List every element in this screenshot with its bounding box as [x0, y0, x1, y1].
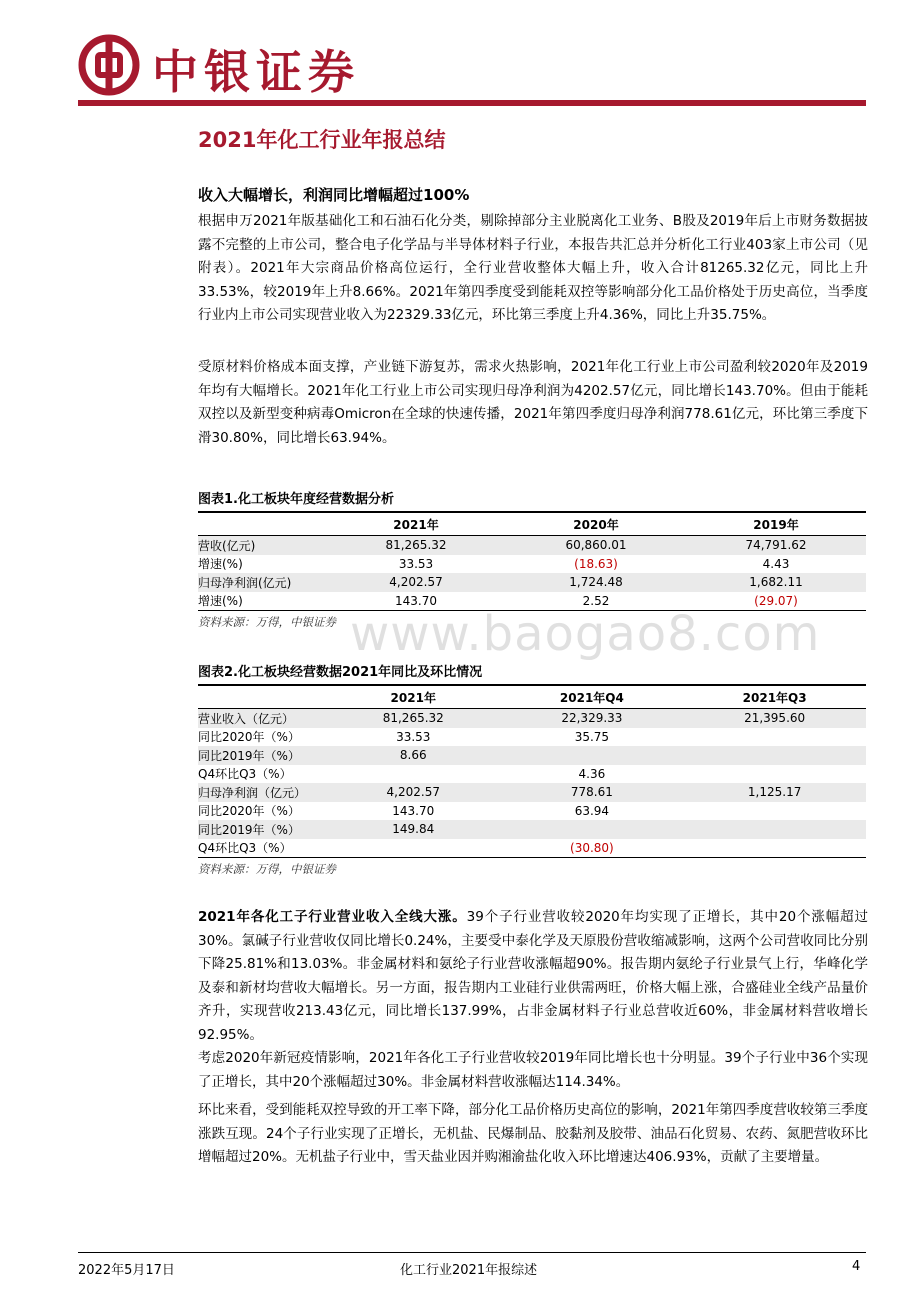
- table-cell: 4,202.57: [326, 573, 506, 592]
- page-header: [78, 30, 866, 106]
- table1-annual-operating-data: [198, 511, 866, 611]
- row-label: 营业收入（亿元）: [198, 709, 326, 728]
- table-cell: [683, 728, 866, 747]
- table-row: [198, 839, 866, 858]
- bank-of-china-logo-icon: [78, 34, 140, 96]
- table-cell: (30.80): [501, 839, 684, 858]
- table-row: [198, 783, 866, 802]
- table1-source: 资料来源：万得，中银证券: [198, 615, 336, 629]
- table-cell: 143.70: [326, 592, 506, 611]
- table1-title: 图表1.化工板块年度经营数据分析: [198, 492, 394, 507]
- table-cell: 35.75: [574, 729, 610, 744]
- table-row: [198, 555, 866, 574]
- table-cell: [683, 839, 866, 858]
- paragraph-qoq: 环比来看，受到能耗双控导致的开工率下降，部分化工品价格历史高位的影响，2021年第四季度营收较第三季度涨跌互现。24个子行业实现了正增长，无机盐、民爆制品、胶黏剂及胶带、油品石化贸易、农药、氮肥营收环比增幅超过20%。无机盐子行业中，雪天盐业因并购湘渝盐化收入环比增速达406.93%，贡献了主要增量。: [198, 1102, 868, 1165]
- table-cell: 4,202.57: [326, 783, 501, 802]
- table-cell: 143.70: [392, 803, 435, 818]
- table-cell: 60,860.01: [506, 536, 686, 555]
- footer-title: 化工行业2021年报综述: [400, 1263, 538, 1278]
- paragraph-lead: 2021年各化工子行业营业收入全线大涨。: [198, 909, 467, 925]
- table-row: [198, 820, 866, 839]
- table-cell: 22,329.33: [501, 709, 684, 728]
- row-label: 同比2020年（%）: [198, 804, 300, 819]
- table2-source: 资料来源：万得，中银证券: [198, 862, 336, 876]
- row-label: Q4环比Q3（%）: [198, 767, 292, 782]
- paragraph-subsector-growth: [198, 906, 868, 1047]
- table-cell: (18.63): [574, 556, 618, 571]
- header-divider: [78, 100, 866, 106]
- paragraph-body: 39个子行业营收较2020年均实现了正增长，其中20个涨幅超过30%。氯碱子行业营收仅同比增长0.24%，主要受中泰化学及天原股份营收缩减影响，这两个公司营收同比分别下降25.81%和13.03%。非金属材料和氨纶子行业营收涨幅超90%。报告期内氨纶子行业景气上行，华峰化学及泰和新材均营收大幅增长。另一方面，报告期内工业硅行业供需两旺，价格大幅上涨，合盛硅业全线产品量价齐升，实现营收213.43亿元，同比增长137.99%，占非金属材料子行业总营收近60%，非金属材料营收增长92.95%。: [198, 909, 868, 1043]
- table-cell: [683, 765, 866, 784]
- row-label: 同比2020年（%）: [198, 730, 300, 745]
- row-label: 同比2019年（%）: [198, 746, 326, 765]
- footer-date: 2022年5月17日: [78, 1263, 175, 1278]
- column-header: 2021年: [326, 685, 501, 709]
- table-cell: 149.84: [326, 820, 501, 839]
- column-header: 2021年: [326, 512, 506, 536]
- table-row: [198, 746, 866, 765]
- column-header: 2021年Q4: [501, 685, 684, 709]
- table-cell: 21,395.60: [683, 709, 866, 728]
- table-cell: [683, 746, 866, 765]
- table-cell: [326, 839, 501, 858]
- table-cell: 2.52: [506, 592, 686, 611]
- column-header-label: [198, 512, 326, 536]
- table-cell: 4.36: [578, 766, 606, 781]
- row-label: 营收(亿元): [198, 536, 326, 555]
- table-cell: 33.53: [398, 556, 434, 571]
- table-cell: [501, 820, 684, 839]
- table-header-row: [198, 685, 866, 709]
- section-title: 收入大幅增长，利润同比增幅超过100%: [198, 186, 470, 204]
- table-row: [198, 709, 866, 728]
- report-title: 2021年化工行业年报总结: [198, 128, 446, 152]
- row-label: 归母净利润（亿元）: [198, 783, 326, 802]
- brand-name: 中银证券: [152, 45, 360, 99]
- column-header: 2021年Q3: [683, 685, 866, 709]
- table-cell: [683, 820, 866, 839]
- table-cell: [326, 765, 501, 784]
- table2-yoy-qoq-data: [198, 684, 866, 858]
- table-cell: [683, 802, 866, 821]
- table2-title: 图表2.化工板块经营数据2021年同比及环比情况: [198, 665, 483, 680]
- table-row: [198, 536, 866, 555]
- table-row: [198, 802, 866, 821]
- table-cell: 1,125.17: [683, 783, 866, 802]
- page-number: 4: [852, 1259, 861, 1274]
- watermark: www.baogao8.com: [350, 606, 821, 662]
- paragraph-vs-2019: 考虑2020年新冠疫情影响，2021年各化工子行业营收较2019年同比增长也十分明显。39个子行业中36个实现了正增长，其中20个涨幅超过30%。非金属材料营收涨幅达114.34%。: [198, 1050, 868, 1090]
- column-header: 2019年: [686, 512, 866, 536]
- table-row: [198, 765, 866, 784]
- paragraph-revenue: 根据申万2021年版基础化工和石油石化分类，剔除掉部分主业脱离化工业务、B股及2019年后上市财务数据披露不完整的上市公司，整合电子化学品与半导体材料子行业，本报告共汇总并分析化工行业403家上市公司（见附表）。2021年大宗商品价格高位运行，全行业营收整体大幅上升，收入合计81265.32亿元，同比上升33.53%，较2019年上升8.66%。2021年第四季度受到能耗双控等影响部分化工品价格处于历史高位，当季度行业内上市公司实现营业收入为22329.33亿元，环比第三季度上升4.36%，同比上升35.75%。: [198, 213, 868, 323]
- table-cell: 4.43: [762, 556, 790, 571]
- table-cell: 33.53: [396, 729, 431, 744]
- table-cell: 63.94: [574, 803, 610, 818]
- table-row: [198, 728, 866, 747]
- table-cell: [501, 746, 684, 765]
- row-label: 归母净利润(亿元): [198, 573, 326, 592]
- row-label: Q4环比Q3（%）: [198, 839, 326, 858]
- table-cell: (29.07): [686, 592, 866, 611]
- table-cell: 81,265.32: [326, 536, 506, 555]
- paragraph-profit: 受原材料价格成本面支撑，产业链下游复苏，需求火热影响，2021年化工行业上市公司盈利较2020年及2019年均有大幅增长。2021年化工行业上市公司实现归母净利润为4202.57亿元，同比增长143.70%。但由于能耗双控以及新型变种病毒Omicron在全球的快速传播，2021年第四季度归母净利润778.61亿元，环比第三季度下滑30.80%，同比增长63.94%。: [198, 359, 868, 446]
- footer-divider: [78, 1252, 866, 1253]
- table-cell: 1,724.48: [506, 573, 686, 592]
- row-label: 同比2019年（%）: [198, 820, 326, 839]
- table-cell: 8.66: [326, 746, 501, 765]
- column-header: 2020年: [506, 512, 686, 536]
- table-cell: 81,265.32: [326, 709, 501, 728]
- row-label: 增速(%): [198, 592, 326, 611]
- table-cell: 1,682.11: [686, 573, 866, 592]
- row-label: 增速(%): [198, 557, 243, 572]
- table-cell: 74,791.62: [686, 536, 866, 555]
- table-row: [198, 573, 866, 592]
- table-header-row: [198, 512, 866, 536]
- table-cell: 778.61: [501, 783, 684, 802]
- column-header-label: [198, 685, 326, 709]
